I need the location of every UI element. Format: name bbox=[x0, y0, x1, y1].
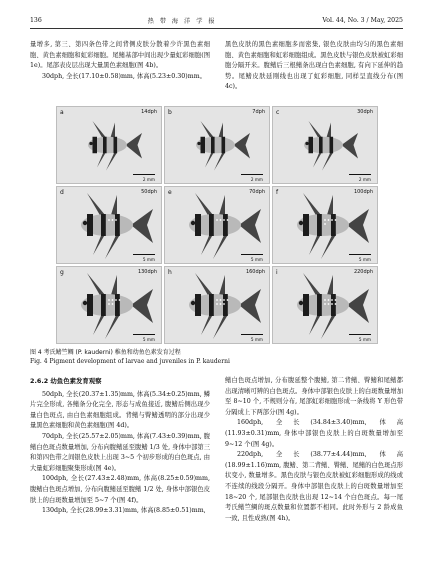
panel-letter: a bbox=[60, 109, 64, 116]
caption-chinese: 图 4 考氏鳍竺鲷 (P. kauderni) 稚鱼和幼鱼色素发育过程 bbox=[30, 349, 181, 356]
volume-info: Vol. 44, No. 3 / May, 2025 bbox=[322, 16, 403, 24]
panel-age-label: 70dph bbox=[249, 189, 265, 195]
scale-label: 2 mm bbox=[142, 177, 155, 182]
fish-photo bbox=[273, 187, 377, 263]
paragraph: 黑色皮肤的黑色素细胞多而密集, 银色皮肤由均匀的黑色素细胞、黄色素细胞和虹彩细胞组成。黑色皮肤与银色皮肤被虹彩细胞分隔开来。腹鳍后三根鳍条出现白色素细胞, 有向下延伸的趋势。尾鳍皮肤延刚线也出现了虹彩细胞, 同样呈直线分布(图 4c)。 bbox=[225, 41, 403, 91]
scale-bar bbox=[133, 254, 155, 255]
fish-photo bbox=[57, 267, 161, 343]
panel-letter: e bbox=[168, 189, 172, 196]
panel-age-label: 30dph bbox=[357, 109, 373, 115]
figure-panel-a bbox=[56, 106, 162, 184]
figure-panel-b bbox=[164, 106, 270, 184]
scale-bar bbox=[349, 334, 371, 335]
caption-english: Fig. 4 Pigment development of larvae and juveniles in P. kauderni bbox=[30, 358, 230, 365]
panel-age-label: 130dph bbox=[137, 269, 157, 275]
panel-letter: c bbox=[276, 109, 280, 116]
paragraph: 50dph, 全长(20.37±1.35)mm, 体高(5.34±0.25)mm, 鳞片完全形成, 各鳍条分化完全, 形态与成鱼接近, 腹鳍后侧出现少量白色斑点, 由白色素细胞组成。背鳍与臀鳍透明的部分出现少量黑色素细胞和黄色素细胞(图 4d)。 bbox=[30, 390, 210, 430]
journal-name: 热 带 海 洋 学 报 bbox=[147, 17, 217, 25]
panel-age-label: 14dph bbox=[141, 109, 157, 115]
figure-panel-h bbox=[164, 266, 270, 344]
panel-letter: g bbox=[60, 269, 64, 276]
figure-panel-i bbox=[272, 266, 378, 344]
scale-bar bbox=[133, 334, 155, 335]
scale-bar bbox=[241, 174, 263, 175]
panel-age-label: 160dph bbox=[245, 269, 265, 275]
scale-bar bbox=[133, 174, 155, 175]
section-heading: 2.6.2 幼鱼色素发育观察 bbox=[30, 377, 102, 385]
figure-panel-c bbox=[272, 106, 378, 184]
fish-photo bbox=[165, 107, 269, 183]
scale-bar bbox=[241, 254, 263, 255]
scale-label: 5 mm bbox=[250, 257, 263, 262]
panel-age-label: 7dph bbox=[252, 109, 265, 115]
paragraph: 量增多, 第三、第四条色带之间背侧皮肤分散着少许黑色素细胞、黄色素细胞和虹彩细胞。尾鳍基部中间出现少量虹彩细胞(图 1e)。尾部表皮层出现大量黑色素细胞(图 4b)。 bbox=[30, 41, 210, 70]
figure-caption bbox=[30, 348, 402, 366]
scale-label: 5 mm bbox=[142, 337, 155, 342]
scale-label: 5 mm bbox=[142, 257, 155, 262]
page-number: 136 bbox=[30, 16, 42, 24]
paragraph: 130dph, 全长(28.99±3.31)mm, 体高(8.85±0.51)mm, bbox=[42, 507, 206, 515]
figure-panel-g bbox=[56, 266, 162, 344]
paragraph: 160dph, 全长(34.84±3.40)mm, 体高(11.93±0.31)mm, 身体中部银色皮肤上的白斑数量增加至 9~12 个(图 4g)。 bbox=[225, 419, 403, 448]
fish-photo bbox=[165, 187, 269, 263]
header-rule bbox=[30, 28, 403, 29]
paragraph: 220dph, 全长(38.77±4.44)mm, 体高(18.99±1.16)mm, 腹鳍、第二背鳍、臀鳍、尾鳍的白色斑点形状变小, 数量增多。黑色皮肤与银色皮肤被虹彩细胞形成的线或不连续的线段分隔开。身体中部银色皮肤上的白斑数量增加至 18~20 个, 尾部银色皮肤也出现 12~14 个白色斑点。每一尾考氏鳍竺鲷的斑点数量和位置都不相同。此时外形与 2 龄成鱼一致, 且性成熟(图 4h)。 bbox=[225, 451, 403, 522]
paragraph: 70dph, 全长(25.57±2.05)mm, 体高(7.43±0.39)mm, 腹鳍白色斑点数量增加, 分布向腹鳍延至腹鳍 1/3 处, 身体中部第三和第四色带之间银色皮肤上出现 3~5 个初步形成的白色斑点, 由大量虹彩细胞聚集形成(图 4e)。 bbox=[30, 432, 210, 472]
left-column-bottom bbox=[30, 376, 210, 517]
running-header bbox=[30, 14, 403, 26]
scale-label: 5 mm bbox=[358, 337, 371, 342]
figure-4 bbox=[56, 106, 376, 344]
fish-photo bbox=[57, 107, 161, 183]
fish-photo bbox=[57, 187, 161, 263]
panel-letter: b bbox=[168, 109, 172, 116]
panel-letter: i bbox=[276, 269, 278, 276]
panel-letter: h bbox=[168, 269, 172, 276]
left-column-top bbox=[30, 40, 210, 82]
panel-age-label: 50dph bbox=[141, 189, 157, 195]
right-column-bottom bbox=[225, 376, 403, 524]
panel-letter: d bbox=[60, 189, 64, 196]
figure-panel-d bbox=[56, 186, 162, 264]
paragraph: 30dph, 全长(17.10±0.58)mm, 体高(5.23±0.30)mm。 bbox=[42, 72, 206, 80]
fish-photo bbox=[165, 267, 269, 343]
figure-panel-f bbox=[272, 186, 378, 264]
fish-photo bbox=[273, 107, 377, 183]
paragraph: 鳍白色斑点增加, 分布腹延整个腹鳍, 第二背鳍、臀鳍和尾鳍都出现清晰可辨的白色斑点。身体中部银色皮肤上的白斑数量增加至 8~10 个, 不规则分布, 尾部虹彩细胞形成一条线将 Y 形色带分隔成上下两部分(图 4g)。 bbox=[225, 377, 403, 416]
panel-age-label: 220dph bbox=[353, 269, 373, 275]
scale-bar bbox=[241, 334, 263, 335]
paragraph: 100dph, 全长(27.43±2.48)mm, 体高(8.25±0.59)mm, 腹鳍白色斑点增加, 分布向腹鳍延至腹鳍 1/2 处, 身体中部银色皮肤上的白斑数量增加至 5~7 个(图 4f)。 bbox=[30, 475, 210, 504]
scale-label: 5 mm bbox=[250, 337, 263, 342]
right-column-top bbox=[225, 40, 403, 93]
fish-photo bbox=[273, 267, 377, 343]
panel-age-label: 100dph bbox=[353, 189, 373, 195]
scale-label: 5 mm bbox=[358, 257, 371, 262]
scale-label: 2 mm bbox=[250, 177, 263, 182]
panel-letter: f bbox=[276, 189, 279, 196]
scale-bar bbox=[349, 174, 371, 175]
scale-bar bbox=[349, 254, 371, 255]
figure-panel-e bbox=[164, 186, 270, 264]
scale-label: 2 mm bbox=[358, 177, 371, 182]
